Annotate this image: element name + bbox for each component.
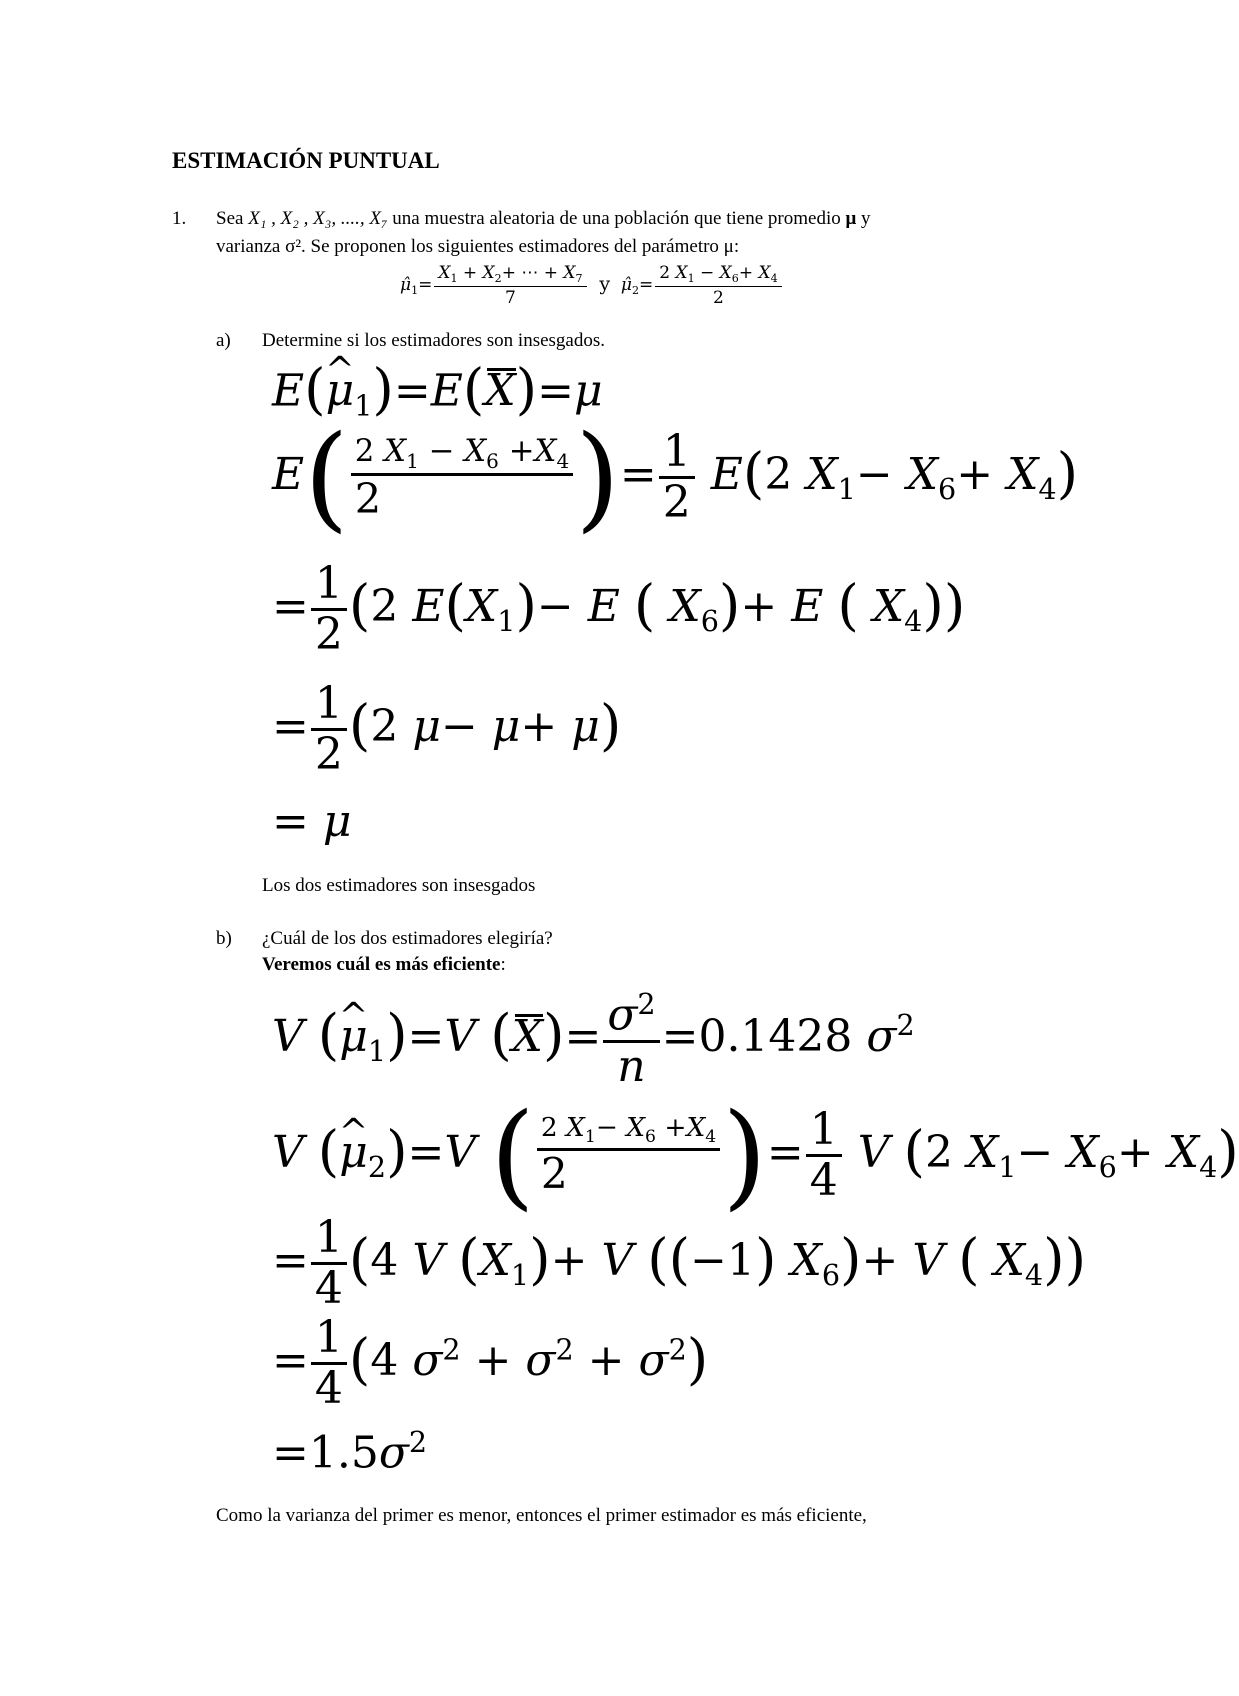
equation-b5: $=1.5\sigma^2$ [272,1425,428,1479]
equation-a3: = $\frac{1}{2}$ (2 $E(X_1)- E$ ( $X_6)+ E$ ( $X_4$)) [272,558,966,660]
intro-sea: Sea [216,208,244,229]
equation-b4: = $\frac{1}{4}$ (4 $\sigma^2 + \sigma^2 + \sigma^2$) [272,1312,709,1414]
part-b-bold: Veremos cuál es más eficiente [262,954,501,975]
equation-b3: = $\frac{1}{4}$ (4 V $(X_1)+ V$ ((−1) $X_6)+ V$ ( $X_4$)) [272,1212,1087,1314]
equation-b2: V (^ $\mu_2)=V$ ( $\frac{2 X_1- X_6 +X_4}{2}$ )= $\frac{1}{4}$ V (2 $X_1- X_6+ X_4$) [272,1108,1239,1203]
final-conclusion: Como la varianza del primer es menor, entonces el primer estimador es más eficiente, [216,1505,867,1526]
part-b-colon: : [500,954,506,975]
part-b-question: ¿Cuál de los dos estimadores elegiría? [262,928,553,949]
intro-sample: X₁ , X₂ , X₃, ...., X₇ [248,208,388,229]
equation-a5: = μ [272,796,352,847]
item-number: 1. [172,208,187,229]
equation-b1: V (^ $\mu_1)=V$ (X)= $\frac{\sigma^2}{n}$ =0.1428 $\sigma^2$ [272,990,915,1089]
intro-line-1 [216,208,871,230]
intro-text: una muestra aleatoria de una población que tiene promedio [392,208,841,229]
estimators-definition: $\mû_1=$ $\frac{X_1 + X_2+ \cdots + X_7}{7}$ y $\mû_2=$ $\frac{2 X_1 - X_6+ X_4}{2}$ [400,263,784,308]
equation-a1: E(^ $\mu_1)=E(X)=\mu$ [272,362,603,420]
equation-a2: E( $\frac{2 X_1 - X_6 +X_4}{2}$ )= $\frac{1}{2}$ E(2 $X_1- X_6+ X_4$) [272,410,1079,544]
result-value: 1.5 [308,1427,379,1479]
part-a-question: Determine si los estimadores son insesgados. [262,330,606,351]
part-a-conclusion: Los dos estimadores son insesgados [262,875,536,896]
variance-value: 0.1428 [698,1010,853,1062]
estimators-connector: y [599,272,611,295]
intro-line-2: varianza σ². Se proponen los siguientes estimadores del parámetro μ: [216,236,740,257]
part-a-label: a) [216,330,231,351]
intro-y: y [861,208,871,229]
part-b-label: b) [216,928,232,949]
intro-mu: μ [845,208,857,229]
page-title: ESTIMACIÓN PUNTUAL [172,148,440,173]
equation-a4: = $\frac{1}{2}$ (2 μ− μ+ μ) [272,678,622,780]
part-b-subheading [262,954,506,976]
